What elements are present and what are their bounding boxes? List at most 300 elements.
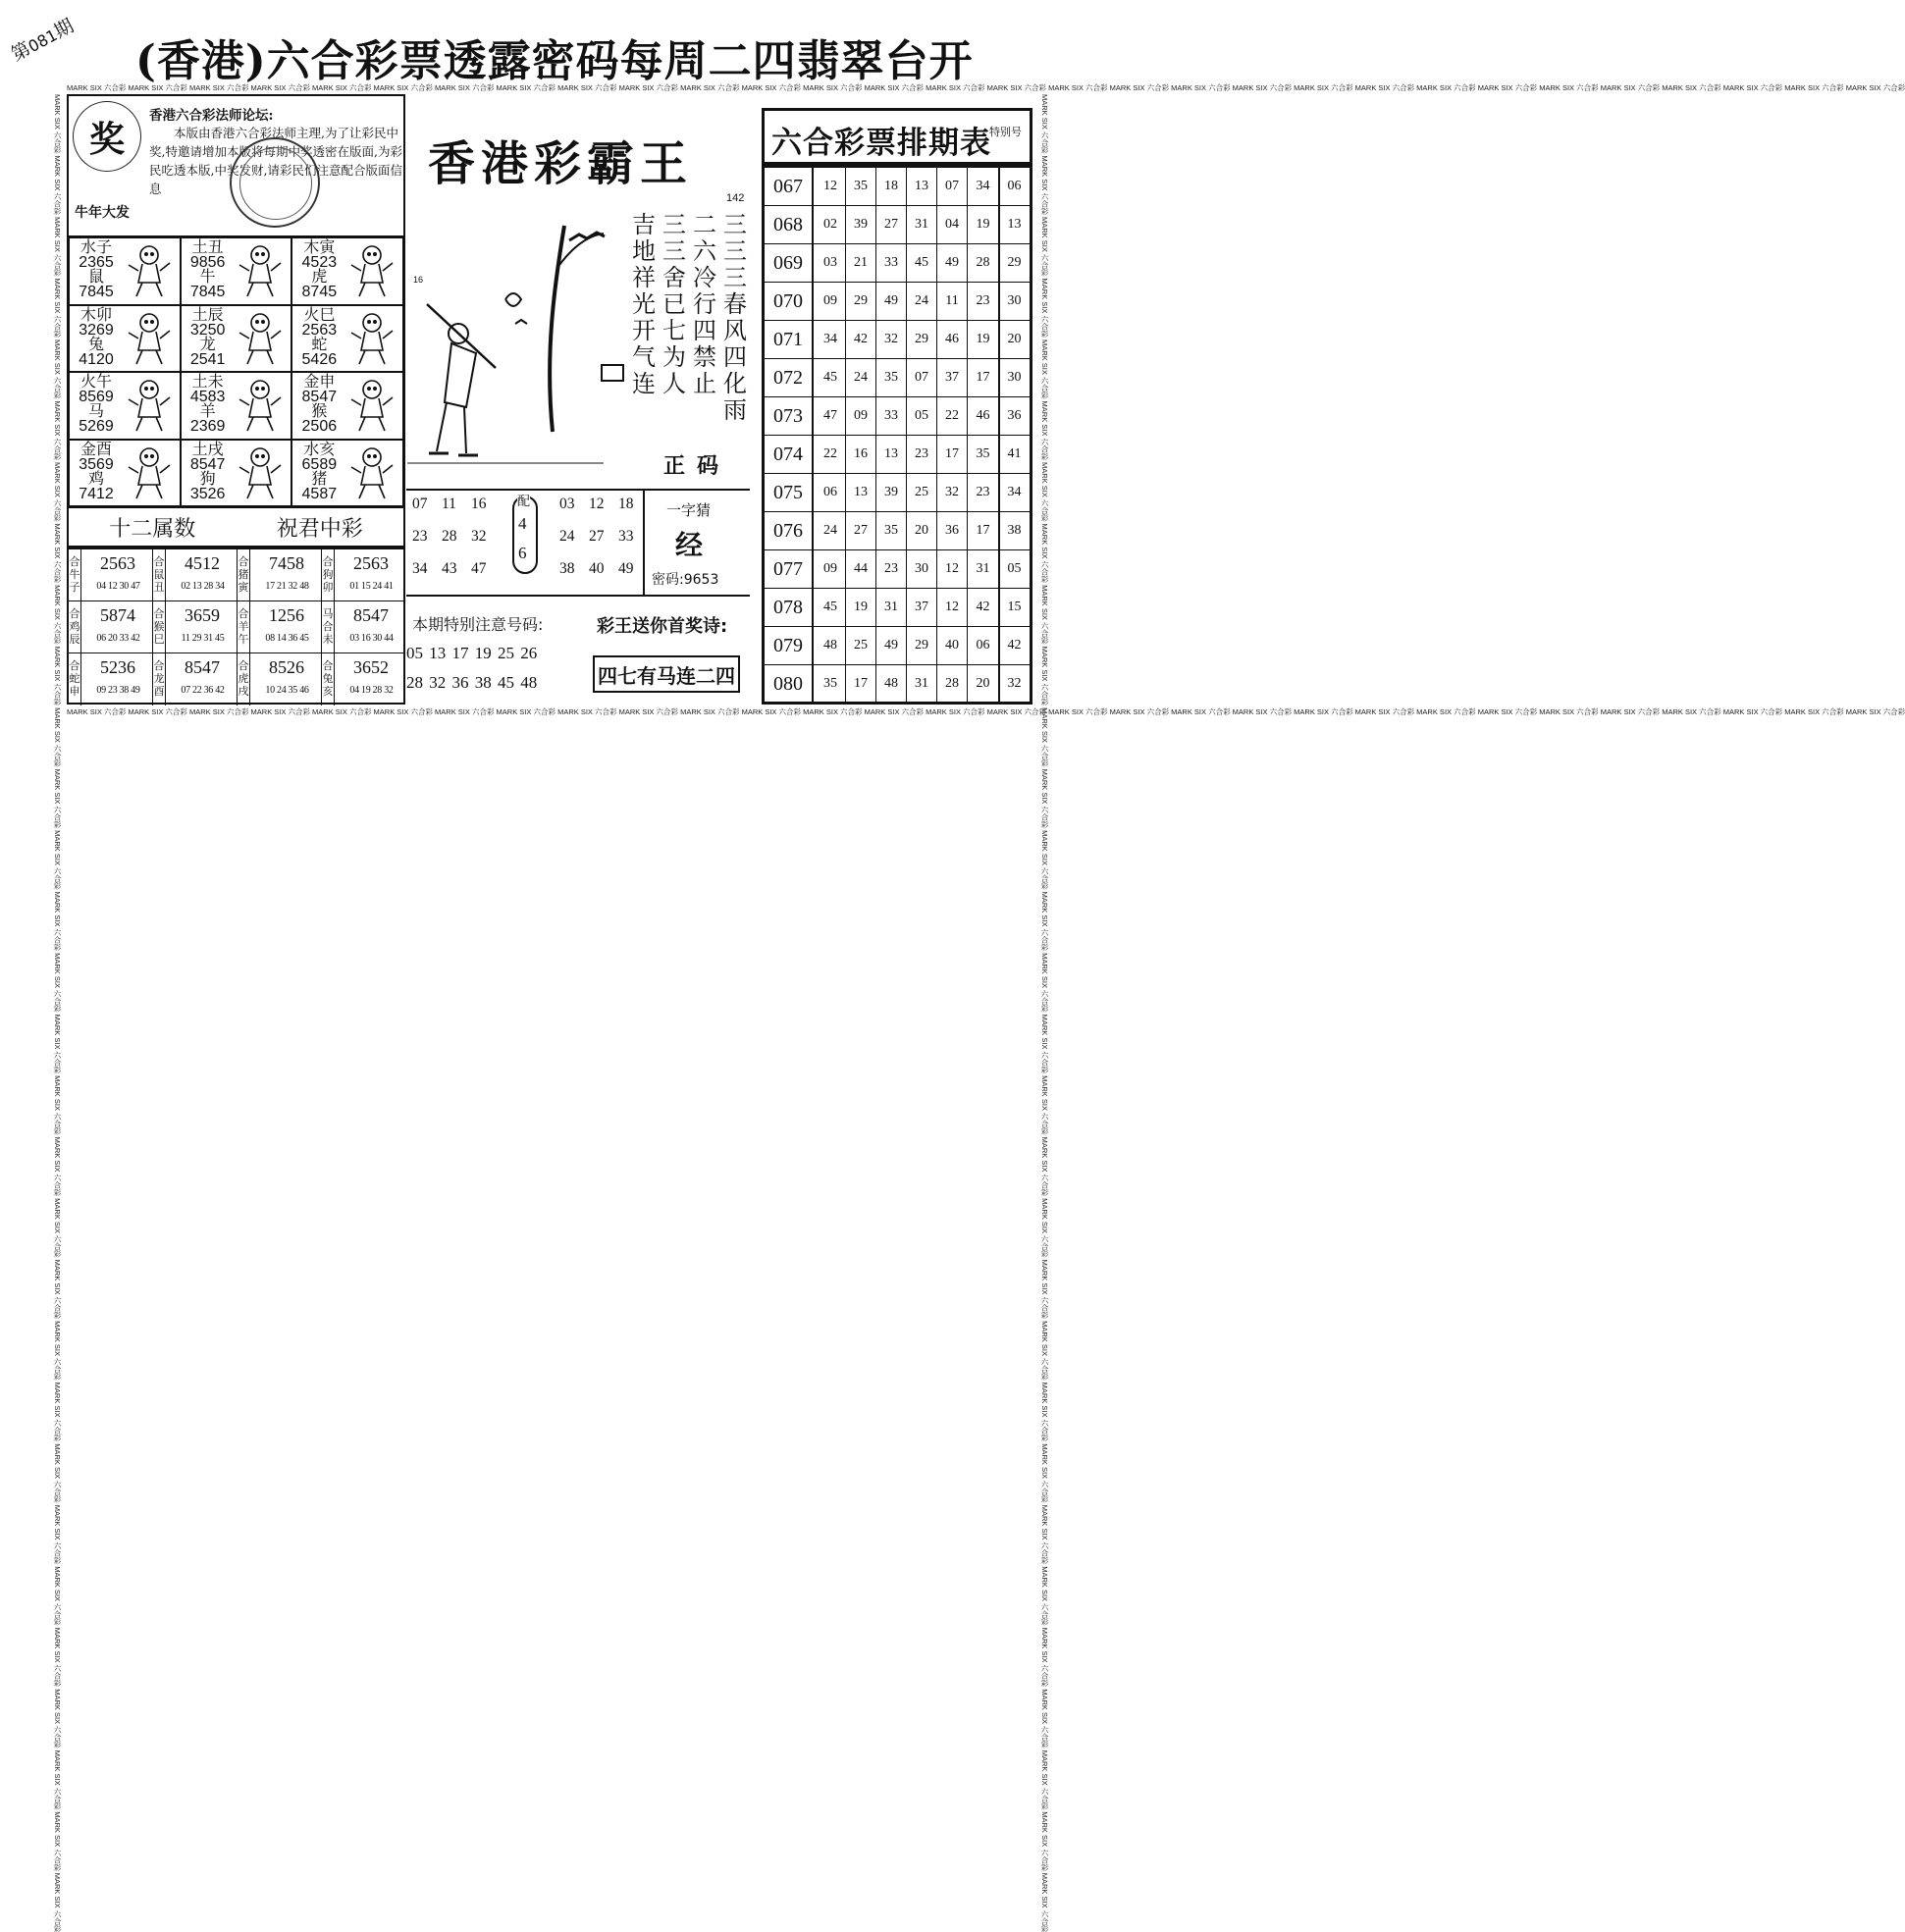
pei-label: 配 [517, 491, 530, 509]
combination-main-number: 8547 [353, 605, 389, 625]
seal-stamp-icon [230, 137, 320, 228]
schedule-number: 27 [846, 512, 876, 549]
schedule-number: 47 [816, 397, 846, 435]
combination-row [69, 601, 403, 653]
combination-label: 合狗卯 [322, 549, 335, 601]
zodiac-number-2: 5426 [301, 350, 338, 368]
schedule-issue: 079 [765, 627, 814, 664]
combination-cell [153, 653, 238, 705]
schedule-subtitle: 特别号 [989, 126, 1022, 138]
combination-label: 合羊午 [238, 601, 250, 653]
schedule-number: 45 [907, 244, 937, 282]
cartoon-animal-icon [345, 378, 398, 435]
zodiac-animal: 兔 [87, 336, 104, 353]
schedule-issue: 080 [765, 665, 814, 703]
zodiac-number-1: 3269 [79, 321, 114, 339]
middle-number: 16 [471, 496, 487, 512]
schedule-number: 35 [816, 665, 846, 703]
zodiac-animal: 马 [87, 403, 104, 420]
zhengma-label: 正码 [663, 454, 731, 479]
schedule-number: 21 [846, 244, 876, 282]
zodiac-number-1: 8569 [79, 389, 114, 405]
combination-label: 合鸡辰 [69, 601, 81, 653]
schedule-number: 13 [876, 436, 907, 473]
schedule-row [765, 244, 1030, 283]
zodiac-number-1: 8547 [189, 455, 226, 473]
schedule-issue: 074 [765, 436, 814, 473]
middle-number: 23 [412, 528, 428, 545]
schedule-row [765, 474, 1030, 512]
combination-sub-numbers: 02 13 28 34 [181, 581, 225, 592]
schedule-number: 02 [816, 206, 846, 243]
cartoon-animal-icon [234, 243, 287, 300]
cartoon-animal-icon [345, 243, 398, 300]
zodiac-branch: 水子 [79, 239, 112, 256]
schedule-row [765, 359, 1030, 397]
schedule-number: 09 [816, 550, 846, 588]
schedule-number: 35 [876, 512, 907, 549]
middle-number: 40 [589, 560, 605, 577]
schedule-number: 34 [816, 321, 846, 358]
zodiac-number-1: 4583 [189, 389, 226, 405]
combination-cell [238, 549, 322, 601]
zodiac-animal: 蛇 [311, 336, 328, 353]
zodiac-branch: 木卯 [79, 306, 112, 324]
zodiac-cell [69, 372, 181, 440]
poem-gift-label: 彩王送你首奖诗: [597, 616, 728, 637]
zodiac-cell [69, 440, 181, 507]
zodiac-branch: 水亥 [303, 441, 336, 458]
cartoon-animal-icon [345, 311, 398, 368]
poem-column-4: 吉地祥光开气连 [632, 211, 656, 397]
combination-row [69, 653, 403, 705]
mid-border-strip [410, 94, 422, 114]
schedule-special-number: 32 [998, 665, 1029, 703]
combination-cell [69, 601, 153, 653]
border-text: MARK SIX 六合彩 MARK SIX 六合彩 MARK SIX 六合彩 MARK SIX 六合彩 MARK SIX 六合彩 MARK SIX 六合彩 MARK SIX 六合彩 MARK SIX 六合彩 MARK SIX 六合彩 MARK SIX 六合彩 MARK SIX 六合彩 MARK SIX 六合彩 MARK SIX 六合彩 MARK SIX 六合彩 MARK SIX 六合彩 MARK SIX 六合彩 MARK SIX 六合彩 MARK SIX 六合彩 MARK SIX 六合彩 MARK SIX 六合彩 MARK SIX 六合彩 MARK SIX 六合彩 MARK SIX 六合彩 MARK SIX 六合彩 MARK SIX 六合彩 MARK SIX 六合彩 MARK SIX 六合彩 MARK SIX 六合彩 MARK SIX 六合彩 MARK SIX 六合彩 [53, 94, 62, 1932]
zodiac-number-1: 9856 [189, 254, 226, 271]
schedule-number: 32 [937, 474, 968, 511]
schedule-issue: 067 [765, 168, 814, 205]
schedule-issue: 069 [765, 244, 814, 282]
schedule-number: 42 [846, 321, 876, 358]
schedule-number: 29 [907, 321, 937, 358]
schedule-number: 45 [816, 589, 846, 626]
zodiac-animal: 牛 [199, 269, 216, 286]
schedule-number: 46 [976, 408, 990, 423]
schedule-number: 44 [846, 550, 876, 588]
cartoon-animal-icon [123, 243, 176, 300]
schedule-number: 17 [937, 436, 968, 473]
schedule-number: 48 [816, 627, 846, 664]
schedule-number: 06 [816, 474, 846, 511]
middle-number: 28 [442, 528, 457, 545]
schedule-number: 22 [816, 436, 846, 473]
schedule-number: 42 [976, 600, 990, 614]
schedule-number: 37 [907, 589, 937, 626]
poem-column-1: 三三三春风四化雨 [723, 211, 747, 424]
zodiac-number-2: 4120 [79, 350, 114, 368]
schedule-row [765, 168, 1030, 206]
zodiac-cell [69, 237, 181, 305]
page-title: (香港)六合彩票透露密码每周二四翡翠台开 [135, 36, 974, 86]
schedule-number: 31 [876, 589, 907, 626]
pei-number-2: 6 [518, 544, 527, 562]
zodiac-cell [181, 305, 292, 373]
schedule-number: 09 [846, 397, 876, 435]
combination-main-number: 3652 [353, 657, 389, 677]
combination-label: 合虎戌 [238, 653, 250, 705]
schedule-number: 39 [876, 474, 907, 511]
middle-number: 43 [442, 560, 457, 577]
zodiac-numbers [296, 375, 342, 434]
zodiac-numbers [296, 443, 342, 501]
scene-number: 16 [413, 275, 424, 285]
combination-main-number: 5236 [100, 657, 135, 677]
schedule-issue: 078 [765, 589, 814, 626]
poem-column-2: 二六冷行四禁止 [693, 211, 716, 397]
zodiac-numbers [185, 240, 231, 299]
schedule-number: 23 [907, 436, 937, 473]
schedule-row [765, 589, 1030, 627]
issue-prefix: 第 [7, 37, 34, 66]
schedule-issue: 077 [765, 550, 814, 588]
schedule-special-number: 05 [998, 550, 1029, 588]
farmer-illustration-icon [407, 206, 633, 479]
schedule-number: 18 [876, 168, 907, 205]
schedule-number: 35 [846, 168, 876, 205]
schedule-number: 33 [876, 244, 907, 282]
forum-title: 香港六合彩法师论坛: [149, 108, 274, 124]
combination-row [69, 549, 403, 601]
zodiac-number-1: 3569 [79, 455, 114, 473]
combination-grid [67, 548, 405, 705]
combination-sub-numbers: 04 19 28 32 [349, 685, 394, 696]
combination-main-number: 7458 [269, 553, 304, 573]
zodiac-branch: 火巳 [303, 306, 336, 324]
schedule-row [765, 206, 1030, 244]
border-text: MARK SIX 六合彩 MARK SIX 六合彩 MARK SIX 六合彩 MARK SIX 六合彩 MARK SIX 六合彩 MARK SIX 六合彩 MARK SIX 六合彩 MARK SIX 六合彩 MARK SIX 六合彩 MARK SIX 六合彩 MARK SIX 六合彩 MARK SIX 六合彩 MARK SIX 六合彩 MARK SIX 六合彩 MARK SIX 六合彩 MARK SIX 六合彩 MARK SIX 六合彩 MARK SIX 六合彩 MARK SIX 六合彩 MARK SIX 六合彩 MARK SIX 六合彩 MARK SIX 六合彩 MARK SIX 六合彩 MARK SIX 六合彩 MARK SIX 六合彩 MARK SIX 六合彩 MARK SIX 六合彩 MARK SIX 六合彩 MARK SIX 六合彩 MARK SIX 六合彩 [1040, 94, 1049, 1932]
combination-label: 合猴巳 [153, 601, 166, 653]
zodiac-numbers [74, 240, 119, 299]
cartoon-animal-icon [234, 445, 287, 502]
middle-number: 49 [618, 560, 634, 577]
zodiac-branch: 土未 [191, 374, 224, 391]
schedule-special-number: 06 [998, 168, 1029, 205]
issue-number-value: 081 [25, 26, 61, 57]
schedule-row [765, 665, 1030, 704]
combination-main-number: 4512 [185, 553, 220, 573]
combination-main-number: 2563 [353, 553, 389, 573]
schedule-number: 23 [976, 293, 990, 308]
zodiac-number-1: 2365 [79, 254, 114, 271]
zodiac-numbers [185, 375, 231, 434]
middle-number: 12 [589, 496, 605, 512]
middle-number: 47 [471, 560, 487, 577]
schedule-special-number: 41 [998, 436, 1029, 473]
middle-number: 18 [618, 496, 634, 512]
zodiac-branch: 土丑 [191, 239, 224, 256]
top-border-strip [67, 82, 1905, 94]
issue-suffix: 期 [50, 15, 78, 43]
zodiac-number-2: 7845 [189, 284, 226, 300]
schedule-number: 19 [846, 589, 876, 626]
schedule-special-number: 30 [998, 283, 1029, 320]
schedule-special-number: 36 [998, 397, 1029, 435]
combination-sub-numbers: 06 20 33 42 [96, 633, 140, 644]
schedule-number: 04 [937, 206, 968, 243]
combination-sub-numbers: 03 16 30 44 [349, 633, 394, 644]
schedule-number: 17 [976, 370, 990, 385]
zodiac-number-1: 6589 [301, 455, 338, 473]
schedule-number: 19 [976, 217, 990, 232]
middle-number: 24 [559, 528, 575, 545]
forum-body: 本版由香港六合彩法师主理,为了让彩民中奖,特邀请增加本版将每期中奖透密在版面,为彩民吃透本版,中奖发财,请彩民们注意配合版面信息 [149, 126, 402, 196]
zodiac-number-2: 2506 [301, 418, 338, 435]
schedule-number: 23 [976, 485, 990, 499]
zodiac-branch: 金申 [303, 374, 336, 391]
zodiac-branch: 木寅 [303, 239, 336, 256]
zodiac-numbers [296, 240, 342, 299]
zodiac-number-2: 2369 [189, 418, 226, 435]
combination-label: 合龙酉 [153, 653, 166, 705]
zodiac-number-2: 2541 [189, 350, 226, 368]
zodiac-cell [291, 237, 403, 305]
zodiac-number-1: 4523 [301, 254, 338, 271]
zodiac-branch: 土辰 [191, 306, 224, 324]
schedule-number: 24 [907, 283, 937, 320]
middle-number: 07 [412, 496, 428, 512]
schedule-row [765, 321, 1030, 359]
combination-cell [322, 549, 406, 601]
zodiac-numbers [74, 443, 119, 501]
zodiac-number-2: 3526 [189, 485, 226, 502]
zodiac-slogan [67, 508, 405, 548]
zodiac-animal: 鼠 [87, 269, 104, 286]
combination-cell [69, 549, 153, 601]
schedule-row [765, 397, 1030, 436]
zodiac-number-1: 3250 [189, 321, 226, 339]
middle-number: 34 [412, 560, 428, 577]
schedule-row [765, 436, 1030, 474]
schedule-issue: 071 [765, 321, 814, 358]
zodiac-grid [67, 235, 405, 508]
border-text: MARK SIX 六合彩 MARK SIX 六合彩 MARK SIX 六合彩 MARK SIX 六合彩 MARK SIX 六合彩 MARK SIX 六合彩 MARK SIX 六合彩 MARK SIX 六合彩 MARK SIX 六合彩 MARK SIX 六合彩 MARK SIX 六合彩 MARK SIX 六合彩 MARK SIX 六合彩 MARK SIX 六合彩 MARK SIX 六合彩 MARK SIX 六合彩 MARK SIX 六合彩 MARK SIX 六合彩 MARK SIX 六合彩 MARK SIX 六合彩 MARK SIX 六合彩 MARK SIX 六合彩 MARK SIX 六合彩 MARK SIX 六合彩 MARK SIX 六合彩 MARK SIX 六合彩 MARK SIX 六合彩 MARK SIX 六合彩 MARK SIX 六合彩 MARK SIX 六合彩 [67, 707, 1905, 716]
combination-sub-numbers: 07 22 36 42 [181, 685, 225, 696]
schedule-number: 20 [907, 512, 937, 549]
zodiac-branch: 火午 [79, 374, 112, 391]
zodiac-animal: 鸡 [87, 470, 104, 488]
combination-cell [153, 601, 238, 653]
schedule-issue: 070 [765, 283, 814, 320]
zodiac-cell [291, 305, 403, 373]
combination-cell [69, 653, 153, 705]
schedule-number: 12 [937, 589, 968, 626]
schedule-number: 03 [816, 244, 846, 282]
schedule-number: 13 [907, 168, 937, 205]
combination-sub-numbers: 09 23 38 49 [96, 685, 140, 696]
schedule-special-number: 34 [998, 474, 1029, 511]
zodiac-number-2: 8745 [301, 284, 338, 300]
schedule-number: 45 [816, 359, 846, 396]
schedule-row [765, 512, 1030, 550]
schedule-title: 六合彩票排期表 [771, 126, 991, 161]
schedule-number: 24 [846, 359, 876, 396]
zodiac-number-2: 5269 [79, 418, 114, 435]
schedule-number: 49 [876, 283, 907, 320]
schedule-number: 49 [937, 244, 968, 282]
zodiac-animal: 猴 [311, 403, 328, 420]
combination-label: 合兔亥 [322, 653, 335, 705]
schedule-number: 12 [937, 550, 968, 588]
combination-cell [238, 653, 322, 705]
pei-number-1: 4 [518, 514, 527, 533]
combination-main-number: 3659 [185, 605, 220, 625]
zodiac-numbers [74, 375, 119, 434]
combination-cell [153, 549, 238, 601]
schedule-number: 06 [976, 638, 990, 653]
slogan-left: 十二属数 [109, 516, 196, 542]
schedule-number: 24 [816, 512, 846, 549]
schedule-number: 25 [907, 474, 937, 511]
combination-sub-numbers: 10 24 35 46 [265, 685, 309, 696]
left-border-strip [51, 94, 63, 1932]
zodiac-number-2: 4587 [301, 485, 338, 502]
poem-gift: 四七有马连二四 [593, 655, 740, 693]
schedule-number: 34 [976, 179, 990, 193]
combination-label: 合鼠丑 [153, 549, 166, 601]
schedule-number: 29 [846, 283, 876, 320]
combination-label: 合牛子 [69, 549, 81, 601]
schedule-number: 19 [976, 332, 990, 346]
zodiac-numbers [185, 443, 231, 501]
schedule-number: 17 [976, 523, 990, 538]
schedule-number: 49 [876, 627, 907, 664]
schedule-special-number: 20 [998, 321, 1029, 358]
schedule-special-number: 29 [998, 244, 1029, 282]
zodiac-animal: 狗 [199, 470, 216, 488]
zodiac-numbers [185, 308, 231, 367]
schedule-number: 05 [907, 397, 937, 435]
schedule-number: 23 [876, 550, 907, 588]
schedule-number: 27 [876, 206, 907, 243]
middle-number: 32 [471, 528, 487, 545]
schedule-number: 35 [876, 359, 907, 396]
zodiac-number-2: 7412 [79, 485, 114, 502]
guess-label: 一字猜 [666, 501, 712, 519]
special-numbers-row-2: 28 32 36 38 45 48 [406, 673, 538, 692]
zodiac-cell [181, 440, 292, 507]
zodiac-cell [181, 372, 292, 440]
poem-column-3: 三三舍已七为人 [662, 211, 686, 397]
cartoon-animal-icon [123, 378, 176, 435]
middle-number: 33 [618, 528, 634, 545]
combination-sub-numbers: 17 21 32 48 [265, 581, 309, 592]
zodiac-cell [291, 440, 403, 507]
combination-cell [322, 601, 406, 653]
zodiac-cell [181, 237, 292, 305]
schedule-table [762, 165, 1032, 705]
cartoon-animal-icon [123, 311, 176, 368]
combination-label: 马合未 [322, 601, 335, 653]
schedule-number: 07 [937, 168, 968, 205]
zodiac-number-1: 8547 [301, 389, 338, 405]
schedule-number: 31 [907, 206, 937, 243]
combination-main-number: 5874 [100, 605, 135, 625]
schedule-row [765, 627, 1030, 665]
schedule-issue: 072 [765, 359, 814, 396]
combination-label: 合蛇申 [69, 653, 81, 705]
combination-label: 合猪寅 [238, 549, 250, 601]
award-badge: 奖 [73, 101, 141, 172]
schedule-number: 37 [937, 359, 968, 396]
right-border-strip [1038, 94, 1050, 1932]
cartoon-animal-icon [123, 445, 176, 502]
schedule-number: 39 [846, 206, 876, 243]
zodiac-branch: 金酉 [79, 441, 112, 458]
schedule-special-number: 42 [998, 627, 1029, 664]
combination-sub-numbers: 08 14 36 45 [265, 633, 309, 644]
schedule-number: 31 [907, 665, 937, 703]
schedule-issue: 073 [765, 397, 814, 435]
combination-main-number: 8526 [269, 657, 304, 677]
poem-number: 142 [726, 192, 745, 204]
zodiac-animal: 羊 [199, 403, 216, 420]
schedule-number: 29 [907, 627, 937, 664]
schedule-number: 17 [846, 665, 876, 703]
schedule-number: 40 [937, 627, 968, 664]
zodiac-numbers [296, 308, 342, 367]
schedule-number: 31 [976, 561, 990, 576]
schedule-special-number: 13 [998, 206, 1029, 243]
schedule-number: 13 [846, 474, 876, 511]
schedule-number: 36 [937, 512, 968, 549]
schedule-number: 35 [976, 446, 990, 461]
schedule-number: 28 [937, 665, 968, 703]
schedule-number: 07 [907, 359, 937, 396]
schedule-number: 09 [816, 283, 846, 320]
guess-char: 经 [675, 529, 704, 561]
schedule-number: 48 [876, 665, 907, 703]
slogan-right: 祝君中彩 [276, 516, 363, 542]
zodiac-numbers [74, 308, 119, 367]
border-text: MARK SIX 六合彩 MARK SIX 六合彩 MARK SIX 六合彩 MARK SIX 六合彩 MARK SIX 六合彩 MARK SIX 六合彩 MARK SIX 六合彩 MARK SIX 六合彩 MARK SIX 六合彩 MARK SIX 六合彩 MARK SIX 六合彩 MARK SIX 六合彩 MARK SIX 六合彩 MARK SIX 六合彩 MARK SIX 六合彩 MARK SIX 六合彩 MARK SIX 六合彩 MARK SIX 六合彩 MARK SIX 六合彩 MARK SIX 六合彩 MARK SIX 六合彩 MARK SIX 六合彩 MARK SIX 六合彩 MARK SIX 六合彩 MARK SIX 六合彩 MARK SIX 六合彩 MARK SIX 六合彩 MARK SIX 六合彩 MARK SIX 六合彩 MARK SIX 六合彩 [67, 83, 1905, 92]
zodiac-cell [291, 372, 403, 440]
schedule-number: 16 [846, 436, 876, 473]
schedule-number: 30 [907, 550, 937, 588]
middle-number: 38 [559, 560, 575, 577]
zodiac-number-2: 7845 [79, 284, 114, 300]
schedule-issue: 076 [765, 512, 814, 549]
schedule-number: 33 [876, 397, 907, 435]
middle-number: 11 [442, 496, 456, 512]
schedule-issue: 068 [765, 206, 814, 243]
zodiac-number-1: 2563 [301, 321, 338, 339]
schedule-row [765, 283, 1030, 321]
zodiac-branch: 土戌 [191, 441, 224, 458]
schedule-number: 46 [937, 321, 968, 358]
special-numbers-row-1: 05 13 17 19 25 26 [406, 644, 538, 662]
ox-year-slogan: 牛年大发 [75, 205, 130, 221]
issue-number [6, 0, 123, 67]
schedule-row [765, 550, 1030, 589]
schedule-number: 11 [937, 283, 968, 320]
guess-code: 密码:9653 [652, 572, 719, 588]
special-numbers-label: 本期特别注意号码: [412, 615, 544, 634]
combination-sub-numbers: 04 12 30 47 [96, 581, 140, 592]
zodiac-animal: 猪 [311, 470, 328, 488]
cartoon-animal-icon [234, 311, 287, 368]
